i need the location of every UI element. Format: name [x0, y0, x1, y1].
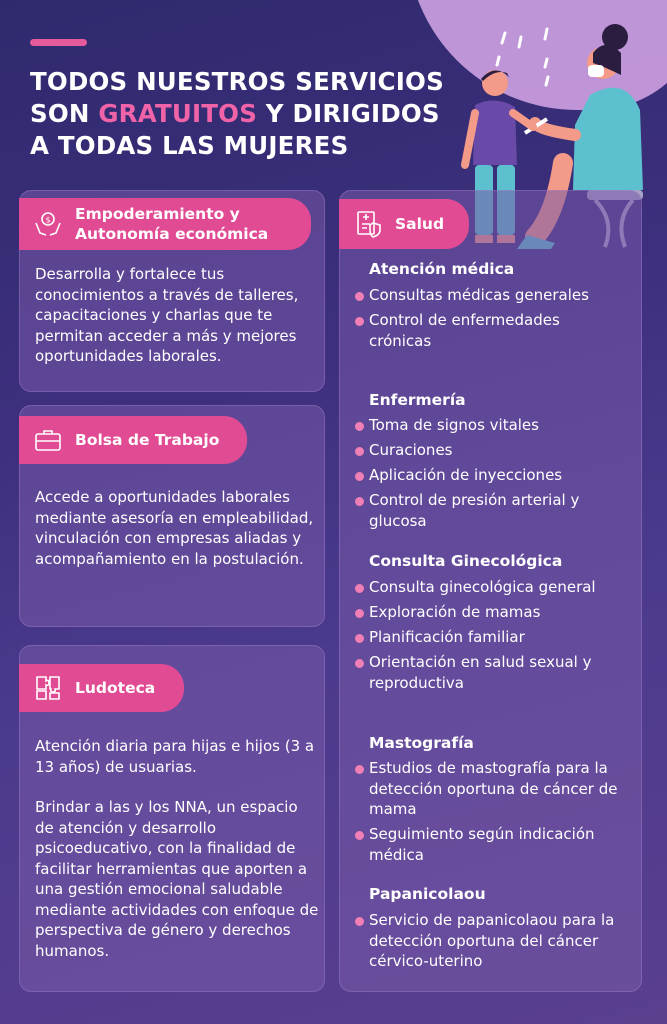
- headline-line-1: TODOS NUESTROS SERVICIOS: [30, 67, 444, 96]
- hands-coin-icon: [33, 209, 63, 239]
- accent-bar: [30, 39, 87, 46]
- tag-bolsa-trabajo-label: Bolsa de Trabajo: [75, 431, 220, 449]
- section-consulta-ginecologica: Consulta Ginecológica: [369, 552, 563, 570]
- list-item: Planificación familiar: [353, 627, 623, 648]
- list-item: Exploración de mamas: [353, 602, 623, 623]
- tag-empoderamiento-label: Empoderamiento y Autonomía económica: [75, 205, 269, 243]
- briefcase-icon: [33, 425, 63, 455]
- headline-line-2: SON GRATUITOS Y DIRIGIDOS: [30, 99, 440, 128]
- list-item: Seguimiento según indicación médica: [353, 824, 623, 865]
- tag-bolsa-trabajo: [19, 416, 247, 464]
- list-consulta-ginecologica: [353, 577, 623, 698]
- list-item: Control de enfermedades crónicas: [353, 310, 623, 351]
- list-item: Servicio de papanicolaou para la detección oportuna del cáncer cérvico-uterino: [353, 910, 623, 972]
- empoderamiento-text: Desarrolla y fortalece tus conocimientos a través de talleres, capacitaciones y charlas que te permitan acceder a más y mejores oportunidades laborales.: [35, 265, 299, 365]
- tag-ludoteca: [19, 664, 184, 712]
- bolsa-trabajo-text: Accede a oportunidades laborales mediante asesoría en empleabilidad, vinculación con empresas aliadas y acompañamiento en la postulación.: [35, 488, 314, 568]
- list-enfermeria: [353, 415, 623, 536]
- tag-empoderamiento: [19, 198, 311, 250]
- list-item: Consultas médicas generales: [353, 285, 623, 306]
- page-headline: [30, 66, 450, 162]
- puzzle-icon: [33, 673, 63, 703]
- svg-text:$: $: [45, 215, 51, 225]
- ludoteca-paragraph-2: Brindar a las y los NNA, un espacio de atención y desarrollo psicoeducativo, con la finalidad de facilitar herramientas que aporten a una gestión emocional saludable mediante actividades con enfoque de perspectiva de género y derechos humanos.: [35, 798, 319, 960]
- list-item: Toma de signos vitales: [353, 415, 623, 436]
- list-item: Control de presión arterial y glucosa: [353, 490, 623, 531]
- list-item: Estudios de mastografía para la detección oportuna de cáncer de mama: [353, 758, 623, 820]
- list-item: Aplicación de inyecciones: [353, 465, 623, 486]
- list-atencion-medica: [353, 285, 623, 356]
- ludoteca-text: [35, 736, 320, 961]
- ludoteca-paragraph-1: Atención diaria para hijas e hijos (3 a 13 años) de usuarias.: [35, 737, 315, 776]
- section-papanicolaou: Papanicolaou: [369, 885, 486, 903]
- medical-record-icon: [353, 209, 383, 239]
- tag-salud: [339, 199, 469, 249]
- list-mastografia: [353, 758, 623, 870]
- list-item: Curaciones: [353, 440, 623, 461]
- tag-salud-label: Salud: [395, 215, 445, 233]
- section-mastografia: Mastografía: [369, 734, 474, 752]
- section-atencion-medica: Atención médica: [369, 260, 515, 278]
- list-item: Orientación en salud sexual y reproductiva: [353, 652, 623, 693]
- list-papanicolaou: [353, 910, 623, 976]
- tag-ludoteca-label: Ludoteca: [75, 679, 156, 697]
- section-enfermeria: Enfermería: [369, 391, 466, 409]
- list-item: Consulta ginecológica general: [353, 577, 623, 598]
- headline-line-3: A TODAS LAS MUJERES: [30, 131, 349, 160]
- headline-highlight: GRATUITOS: [98, 99, 258, 128]
